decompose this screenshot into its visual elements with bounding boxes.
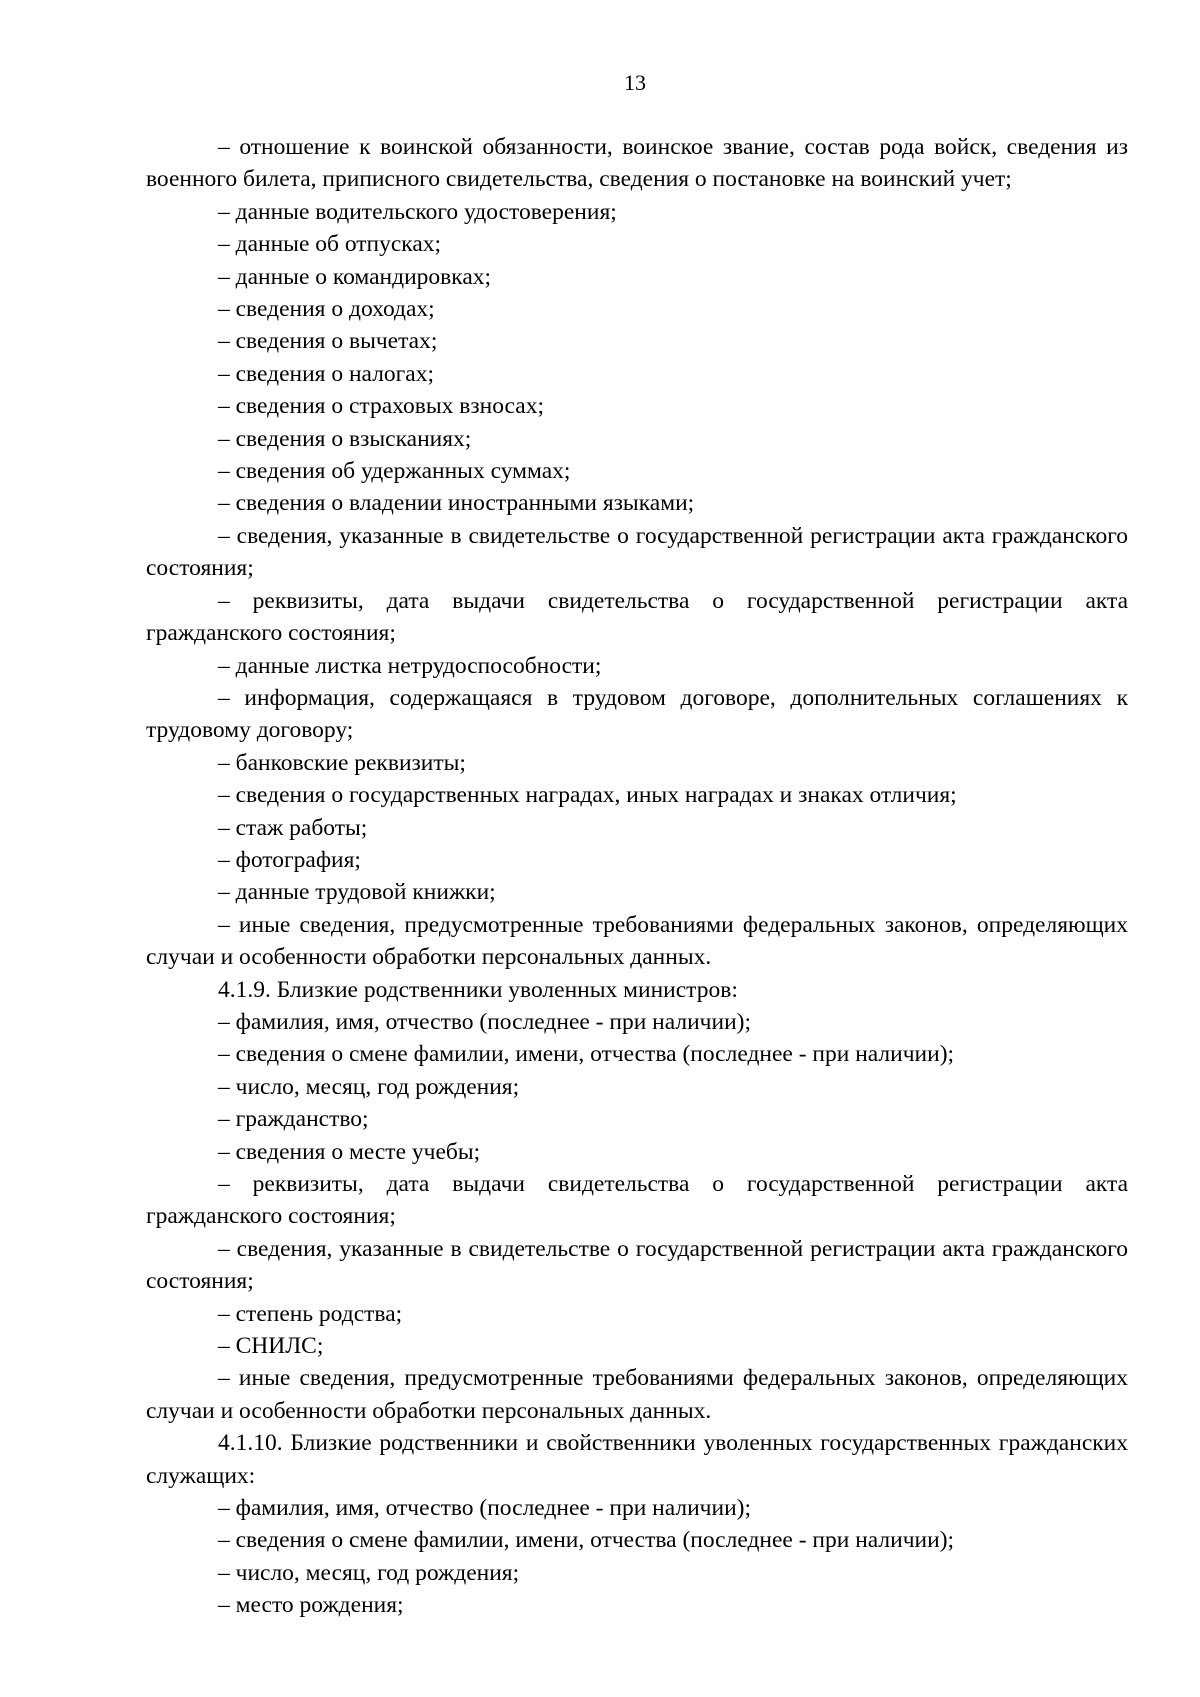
list-item: – число, месяц, год рождения; bbox=[218, 1559, 520, 1586]
list-item: – сведения, указанные в свидетельстве о государственной регистрации акта гражданского состояния; bbox=[146, 522, 1128, 582]
list-item: – банковские реквизиты; bbox=[218, 749, 466, 776]
list-item: – степень родства; bbox=[218, 1300, 403, 1327]
list-item: – сведения, указанные в свидетельстве о государственной регистрации акта гражданского состояния; bbox=[146, 1235, 1128, 1295]
list-item: – отношение к воинской обязанности, воинское звание, состав рода войск, сведения из военного билета, приписного свидетельства, сведения о постановке на воинский учет; bbox=[146, 134, 1128, 193]
list-item: – сведения о доходах; bbox=[218, 296, 435, 323]
list-item: – сведения о смене фамилии, имени, отчества (последнее - при наличии); bbox=[218, 1041, 955, 1068]
page-number: 13 bbox=[624, 70, 646, 95]
list-item: – стаж работы; bbox=[218, 814, 368, 841]
list-item: – фамилия, имя, отчество (последнее - при наличии); bbox=[218, 1008, 752, 1035]
list-item: – данные о командировках; bbox=[218, 263, 492, 290]
section-heading: 4.1.9. Близкие родственники уволенных министров: bbox=[218, 976, 738, 1003]
list-item: – реквизиты, дата выдачи свидетельства о государственной регистрации акта гражданского состояния; bbox=[146, 587, 1128, 647]
list-item: – сведения о налогах; bbox=[218, 360, 435, 387]
list-item: – место рождения; bbox=[218, 1592, 404, 1619]
list-item: – число, месяц, год рождения; bbox=[218, 1073, 520, 1100]
list-item: – информация, содержащаяся в трудовом договоре, дополнительных соглашениях к трудовому договору; bbox=[146, 684, 1128, 744]
list-item: – сведения о взысканиях; bbox=[218, 425, 472, 452]
list-item: – сведения о смене фамилии, имени, отчества (последнее - при наличии); bbox=[218, 1527, 955, 1554]
list-item: – данные трудовой книжки; bbox=[218, 879, 496, 906]
list-item: – данные листка нетрудоспособности; bbox=[218, 652, 602, 679]
section-heading: 4.1.10. Близкие родственники и свойственники уволенных государственных гражданских служащих: bbox=[146, 1430, 1128, 1489]
list-item: – данные об отпусках; bbox=[218, 231, 442, 258]
list-item: – СНИЛС; bbox=[218, 1333, 324, 1360]
list-item: – сведения о страховых взносах; bbox=[218, 393, 544, 420]
list-item: – данные водительского удостоверения; bbox=[218, 198, 617, 225]
list-item: – иные сведения, предусмотренные требованиями федеральных законов, определяющих случаи и особенности обработки персональных данных. bbox=[146, 911, 1128, 971]
list-item: – фотография; bbox=[218, 846, 361, 873]
document-body bbox=[146, 131, 1128, 1622]
list-item: – реквизиты, дата выдачи свидетельства о государственной регистрации акта гражданского состояния; bbox=[146, 1171, 1128, 1230]
list-item: – сведения о месте учебы; bbox=[218, 1138, 481, 1165]
list-item: – сведения о государственных наградах, иных наградах и знаках отличия; bbox=[218, 782, 957, 809]
list-item: – иные сведения, предусмотренные требованиями федеральных законов, определяющих случаи и особенности обработки персональных данных. bbox=[146, 1365, 1128, 1424]
list-item: – фамилия, имя, отчество (последнее - при наличии); bbox=[218, 1495, 752, 1522]
list-item: – сведения об удержанных суммах; bbox=[218, 458, 571, 485]
list-item: – гражданство; bbox=[218, 1106, 369, 1133]
list-item: – сведения о владении иностранными языками; bbox=[218, 490, 695, 517]
list-item: – сведения о вычетах; bbox=[218, 328, 438, 355]
